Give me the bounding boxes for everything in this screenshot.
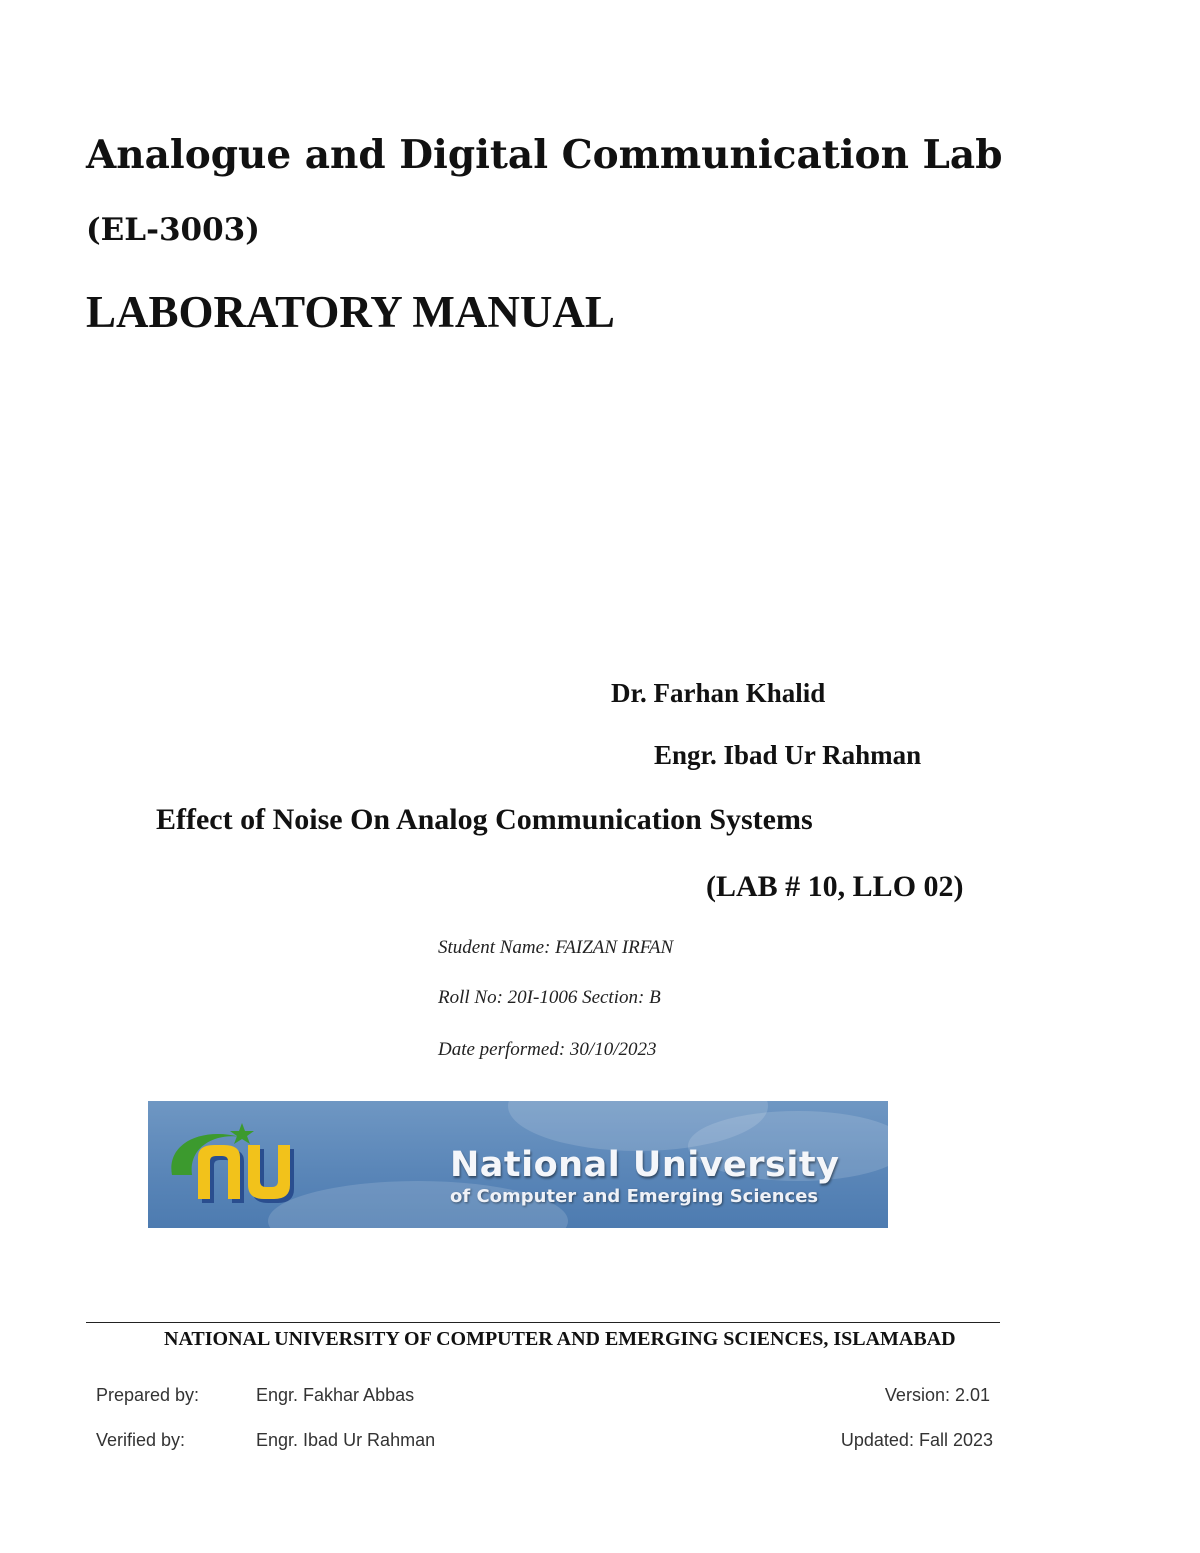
course-title: Analogue and Digital Communication Lab [86, 132, 1003, 178]
banner-university-name: National University [450, 1145, 840, 1185]
university-logo-icon [162, 1113, 302, 1213]
prepared-by-label: Prepared by: [96, 1385, 200, 1405]
date-performed: Date performed: 30/10/2023 [438, 1039, 657, 1060]
course-code: (EL-3003) [86, 212, 260, 248]
version-text: Version: 2.01 [884, 1385, 990, 1405]
updated-text: Updated: Fall 2023 [840, 1430, 993, 1450]
banner-university-subtitle: of Computer and Emerging Sciences [450, 1186, 819, 1207]
lab-title: Effect of Noise On Analog Communication Systems [156, 803, 813, 836]
verified-by-label: Verified by: [96, 1430, 186, 1450]
prepared-by-value: Engr. Fakhar Abbas [256, 1385, 415, 1405]
manual-title: LABORATORY MANUAL [86, 287, 615, 337]
lab-number: (LAB # 10, LLO 02) [706, 870, 964, 903]
student-name: Student Name: FAIZAN IRFAN [438, 937, 674, 958]
verified-by-value: Engr. Ibad Ur Rahman [256, 1430, 436, 1450]
university-footer-name: NATIONAL UNIVERSITY OF COMPUTER AND EMERGING SCIENCES, ISLAMABAD [164, 1328, 956, 1350]
student-roll-number: Roll No: 20I-1006 Section: B [438, 987, 661, 1008]
instructor-name: Engr. Ibad Ur Rahman [654, 740, 922, 770]
instructor-name: Dr. Farhan Khalid [611, 678, 826, 708]
footer-divider [86, 1322, 1000, 1323]
university-banner [148, 1101, 888, 1228]
